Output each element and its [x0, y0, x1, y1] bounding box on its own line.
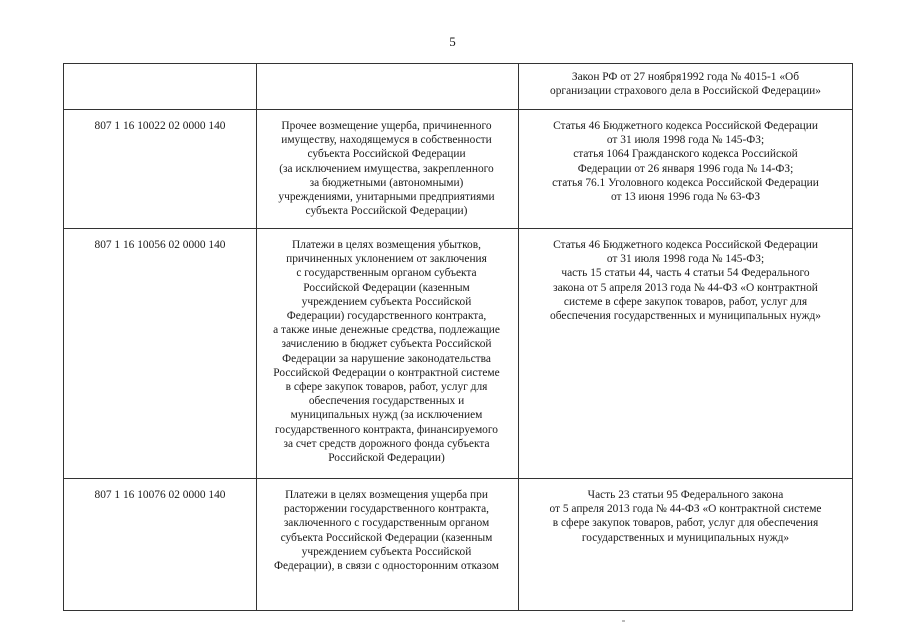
text-line: за счет средств дорожного фонда субъекта [283, 437, 490, 450]
text-line: а также иные денежные средства, подлежащие [273, 324, 500, 337]
text-line: Федерации), в связи с односторонним отказом [274, 560, 499, 573]
text-line: за бюджетными (автономными) [309, 176, 464, 189]
text-line: Часть 23 статьи 95 Федерального закона [587, 489, 784, 501]
code-cell: 807 1 16 10022 02 0000 140 [64, 110, 257, 229]
text-line: расторжении государственного контракта, [284, 503, 489, 516]
name-cell [257, 229, 519, 479]
text-line: государственных и муниципальных нужд» [581, 531, 790, 544]
legal-basis-cell [519, 64, 853, 110]
text-line: Платежи в целях возмещения убытков, [292, 239, 481, 251]
text-line: субъекта Российской Федерации) [305, 205, 468, 218]
scan-speck [622, 620, 625, 622]
text-line: (за исключением имущества, закрепленного [279, 162, 494, 175]
text-line: от 13 июня 1996 года № 63-ФЗ [610, 191, 761, 204]
text-line: государственного контракта, финансируемого [275, 423, 498, 436]
text-line: заключенного с государственным органом [283, 517, 490, 530]
text-line: учреждениями, унитарными предприятиями [278, 191, 495, 204]
text-line: от 31 июля 1998 года № 145-ФЗ; [606, 253, 765, 266]
text-line: статья 76.1 Уголовного кодекса Российской Федерации [552, 176, 819, 189]
page-number: 5 [449, 34, 456, 49]
code-cell [64, 64, 257, 110]
table-row [64, 229, 853, 479]
text-line: муниципальных нужд (за исключением [290, 409, 483, 422]
legal-basis-cell [519, 479, 853, 611]
text-line: системе в сфере закупок товаров, работ, услуг для [563, 295, 808, 308]
name-cell [257, 110, 519, 229]
text-line: от 5 апреля 2013 года № 44-ФЗ «О контрактной системе [549, 503, 822, 516]
text-line: закона от 5 апреля 2013 года № 44-ФЗ «О контрактной [553, 281, 818, 294]
text-line: с государственным органом субъекта [296, 267, 477, 280]
table-row [64, 64, 853, 110]
text-line: Статья 46 Бюджетного кодекса Российской Федерации [553, 239, 818, 251]
table-row [64, 479, 853, 611]
code-cell: 807 1 16 10076 02 0000 140 [64, 479, 257, 611]
text-line: Федерации) государственного контракта, [286, 310, 487, 323]
text-line: организации страхового дела в Российской Федерации» [550, 85, 821, 98]
text-line: в сфере закупок товаров, работ, услуг для [285, 381, 488, 394]
text-line: от 31 июля 1998 года № 145-ФЗ; [606, 134, 765, 147]
text-line: зачислению в бюджет субъекта Российской [281, 338, 492, 351]
text-line: Прочее возмещение ущерба, причиненного [281, 120, 492, 132]
legal-basis-cell [519, 229, 853, 479]
revenue-codes-table [63, 63, 853, 611]
text-line: в сфере закупок товаров, работ, услуг для обеспечения [552, 517, 819, 530]
text-line: Российской Федерации о контрактной системе [273, 366, 500, 379]
name-cell [257, 64, 519, 110]
text-line: субъекта Российской Федерации [307, 148, 466, 161]
text-line: Российской Федерации (казенным [303, 281, 470, 294]
text-line: Федерации за нарушение законодательства [282, 352, 491, 365]
text-line: Закон РФ от 27 ноября1992 года № 4015-1 «Об [571, 71, 800, 83]
text-line: учреждением субъекта Российской [301, 295, 472, 308]
text-line: статья 1064 Гражданского кодекса Российской [573, 148, 798, 161]
text-line: Статья 46 Бюджетного кодекса Российской Федерации [553, 120, 818, 132]
text-line: Российской Федерации) [328, 452, 445, 465]
name-cell [257, 479, 519, 611]
code-cell: 807 1 16 10056 02 0000 140 [64, 229, 257, 479]
legal-basis-cell [519, 110, 853, 229]
text-line: причиненных уклонением от заключения [286, 253, 487, 266]
text-line: обеспечения государственных и [308, 395, 465, 408]
text-line: субъекта Российской Федерации (казенным [280, 531, 493, 544]
table-row [64, 110, 853, 229]
text-line: часть 15 статьи 44, часть 4 статьи 54 Федерального [561, 267, 810, 280]
text-line: Федерации от 26 января 1996 года № 14-ФЗ; [577, 162, 794, 175]
text-line: учреждением субъекта Российской [301, 545, 472, 558]
text-line: имуществу, находящемуся в собственности [281, 134, 492, 147]
text-line: Платежи в целях возмещения ущерба при [285, 489, 488, 501]
text-line: обеспечения государственных и муниципальных нужд» [550, 310, 821, 323]
